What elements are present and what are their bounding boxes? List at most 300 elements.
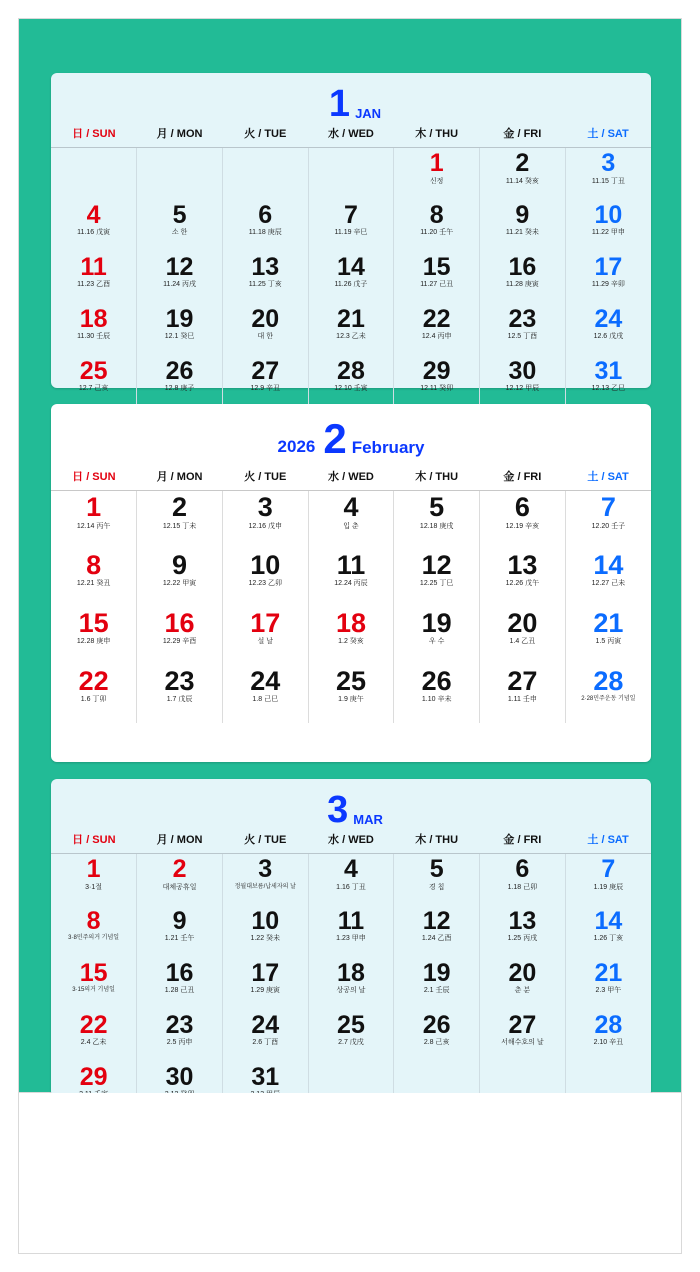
calendar-week-row [51,491,651,549]
weekday-header-wed: 水 / WED [308,466,394,491]
day-subtext: 경 칩 [428,883,445,891]
calendar-day-cell[interactable] [565,252,651,304]
day-subtext: 1.25 丙戌 [507,935,538,942]
calendar-day-cell[interactable] [51,958,137,1010]
calendar-day-cell[interactable] [565,200,651,252]
calendar-day-cell[interactable] [137,200,223,252]
day-subtext: 12.14 丙午 [76,522,111,530]
calendar-day-cell[interactable] [222,304,308,356]
day-subtext: 1.16 丁丑 [336,883,366,891]
year-label-march [319,826,327,829]
day-number: 9 [172,549,188,580]
day-number: 15 [79,958,108,987]
day-number: 10 [594,200,623,229]
day-number: 7 [344,200,358,229]
calendar-day-cell[interactable] [308,854,394,906]
calendar-day-cell[interactable] [480,491,566,549]
weekday-header-thu: 木 / THU [394,829,480,854]
calendar-day-cell[interactable] [137,252,223,304]
calendar-day-cell[interactable] [565,148,651,200]
calendar-day-cell[interactable] [51,1010,137,1062]
calendar-day-cell[interactable] [394,665,480,723]
calendar-day-cell[interactable] [480,607,566,665]
calendar-day-cell[interactable] [137,607,223,665]
calendar-week-row [51,549,651,607]
calendar-day-cell[interactable] [137,665,223,723]
day-number: 22 [78,665,109,696]
day-subtext: 12.8 庚子 [164,385,195,392]
day-subtext: 12.5 丁酉 [507,333,538,340]
day-number: 20 [508,958,537,987]
day-subtext: 11.24 丙戌 [163,281,197,288]
calendar-day-cell[interactable] [308,1010,394,1062]
calendar-day-cell[interactable] [394,1010,480,1062]
day-number: 22 [422,304,451,333]
weekday-header-wed: 水 / WED [308,123,394,148]
calendar-day-cell[interactable] [222,252,308,304]
day-number: 3 [601,149,616,177]
day-subtext: 설 날 [257,638,273,646]
calendar-day-cell[interactable] [222,549,308,607]
calendar-day-cell[interactable] [51,200,137,252]
calendar-day-cell[interactable] [308,665,394,723]
day-number: 30 [508,356,537,385]
weekday-header-fri: 金 / FRI [480,123,566,148]
day-number: 25 [335,665,366,696]
calendar-body-january [51,148,651,408]
day-number: 8 [86,549,102,580]
calendar-week-row [51,906,651,958]
day-subtext: 12.12 甲辰 [505,385,540,392]
day-subtext: 12.28 庚申 [76,638,111,646]
day-subtext: 정월대보름/납세자의 날 [234,883,296,890]
calendar-day-cell[interactable] [480,200,566,252]
weekday-header-sun: 日 / SUN [51,466,137,491]
day-number: 15 [422,252,451,281]
month-number-january: 1 [328,83,351,125]
day-number: 16 [508,252,537,281]
day-number: 30 [165,1062,194,1091]
calendar-day-cell[interactable] [222,356,308,408]
calendar-day-cell[interactable] [565,549,651,607]
day-subtext: 11.29 辛卯 [591,281,625,288]
calendar-day-cell[interactable] [308,200,394,252]
day-subtext: 12.1 癸巳 [164,333,195,340]
weekday-header-tue: 火 / TUE [222,829,308,854]
calendar-day-cell[interactable] [222,958,308,1010]
calendar-day-cell[interactable] [565,356,651,408]
day-subtext: 12.13 乙巳 [591,385,626,392]
calendar-day-cell[interactable] [308,607,394,665]
day-number: 31 [251,1062,280,1091]
calendar-day-cell[interactable] [480,148,566,200]
calendar-day-cell[interactable] [222,200,308,252]
month-header-march [51,779,651,829]
calendar-day-cell[interactable] [565,491,651,549]
day-number: 29 [79,1062,108,1091]
day-subtext: 12.11 癸卯 [420,385,454,392]
day-subtext: 12.20 壬子 [591,522,626,530]
calendar-day-cell[interactable] [480,252,566,304]
calendar-day-cell[interactable] [480,549,566,607]
weekday-header-fri: 金 / FRI [480,829,566,854]
weekday-header-mon: 月 / MON [137,829,223,854]
calendar-body-february [51,491,651,723]
day-number: 1 [86,855,101,883]
day-subtext: 1.26 丁亥 [593,935,624,942]
day-subtext: 11.26 戊子 [334,281,368,288]
day-subtext: 12.18 庚戌 [419,522,454,530]
calendar-day-cell[interactable] [565,906,651,958]
month-panel-february [51,404,651,762]
day-number: 20 [251,304,280,333]
day-number: 17 [594,252,623,281]
calendar-day-cell[interactable] [51,854,137,906]
day-subtext: 3·1절 [85,883,103,891]
day-subtext: 11.18 庚辰 [248,229,282,236]
calendar-day-cell[interactable] [308,304,394,356]
day-number: 12 [165,252,194,281]
day-subtext: 12.26 戊午 [505,580,540,588]
day-subtext: 11.23 乙酉 [77,281,111,288]
day-subtext: 1.19 庚辰 [593,883,624,891]
day-subtext: 12.25 丁巳 [419,580,454,588]
day-number: 26 [421,665,452,696]
calendar-day-cell[interactable] [222,1010,308,1062]
calendar-week-row [51,665,651,723]
day-number: 21 [593,607,624,638]
calendar-day-cell[interactable] [51,252,137,304]
day-number: 5 [429,855,444,883]
day-number: 17 [250,607,281,638]
calendar-day-cell[interactable] [137,356,223,408]
calendar-day-cell[interactable] [51,665,137,723]
calendar-day-cell[interactable] [222,906,308,958]
weekday-header-tue: 火 / TUE [222,123,308,148]
calendar-day-cell[interactable] [480,356,566,408]
calendar-day-cell[interactable] [394,607,480,665]
day-number: 4 [343,492,359,522]
weekday-header-mon: 月 / MON [137,466,223,491]
day-subtext: 대체공휴일 [162,883,197,891]
weekday-header-wed: 水 / WED [308,829,394,854]
day-number: 2 [172,855,187,883]
calendar-day-cell[interactable] [222,607,308,665]
day-subtext: 11.15 丁丑 [591,177,625,185]
calendar-board [18,18,682,1093]
day-number: 24 [251,1010,280,1039]
calendar-week-row [51,607,651,665]
calendar-week-row [51,1010,651,1062]
day-number: 28 [593,665,624,696]
day-subtext: 12.3 乙未 [336,333,366,340]
day-subtext: 1.29 庚寅 [250,987,281,994]
day-number: 5 [429,492,445,522]
day-number: 16 [165,958,194,987]
calendar-day-cell[interactable] [394,906,480,958]
month-name-february: February [351,438,425,457]
day-subtext: 12.7 己亥 [78,385,109,392]
day-number: 4 [344,855,358,883]
day-subtext: 1.8 己巳 [252,696,279,704]
calendar-day-cell[interactable] [480,958,566,1010]
day-subtext: 12.29 辛酉 [162,638,197,646]
day-number: 11 [80,252,107,281]
month-header-january [51,73,651,123]
day-subtext: 12.23 乙卯 [248,580,282,588]
day-subtext: 12.9 辛丑 [250,385,281,392]
day-number: 13 [507,549,538,580]
day-number: 29 [422,356,451,385]
day-number: 25 [79,356,108,385]
day-number: 31 [594,356,623,385]
day-number: 12 [422,906,451,935]
day-subtext: 1.21 壬午 [164,935,195,942]
calendar-day-cell[interactable] [394,252,480,304]
calendar-day-cell[interactable] [480,304,566,356]
day-number: 9 [515,200,530,229]
calendar-table-march [51,829,651,1114]
day-subtext: 12.10 壬寅 [334,385,368,392]
day-subtext: 11.25 丁亥 [248,281,282,288]
month-header-february [51,404,651,466]
day-subtext: 11.14 癸亥 [505,177,539,185]
day-number: 25 [337,1010,365,1039]
day-number: 20 [507,607,538,638]
day-subtext: 대 한 [257,333,273,340]
calendar-day-cell[interactable] [565,304,651,356]
weekday-header-thu: 木 / THU [394,123,480,148]
calendar-table-february [51,466,651,723]
calendar-day-cell[interactable] [394,958,480,1010]
day-number: 22 [79,1010,108,1039]
day-subtext: 1.22 癸未 [250,935,281,942]
day-number: 23 [165,1010,194,1039]
calendar-day-cell[interactable] [394,200,480,252]
day-number: 11 [337,906,365,935]
month-name-january: JAN [355,106,382,121]
day-subtext: 2.1 壬辰 [423,987,450,994]
calendar-day-cell[interactable] [308,549,394,607]
calendar-cell-empty [137,148,223,200]
calendar-cell-empty [51,148,137,200]
calendar-day-cell[interactable] [137,549,223,607]
weekday-header-row [51,829,651,854]
calendar-day-cell[interactable] [51,491,137,549]
day-number: 2 [172,492,188,522]
day-number: 3 [257,492,273,522]
weekday-header-row [51,123,651,148]
month-panel-january [51,73,651,392]
day-number: 1 [86,492,102,522]
day-number: 3 [258,855,273,883]
calendar-day-cell[interactable] [565,1010,651,1062]
day-subtext: 12.19 辛亥 [505,522,540,530]
month-number-february: 2 [323,415,347,462]
day-subtext: 3·8민주의거 기념일 [68,935,120,941]
calendar-day-cell[interactable] [480,665,566,723]
month-number-march: 3 [327,789,349,831]
day-subtext: 11.27 己丑 [420,281,454,288]
month-name-march: MAR [353,812,383,827]
day-number: 26 [422,1010,451,1039]
weekday-header-sun: 日 / SUN [51,829,137,854]
day-subtext: 12.4 丙申 [421,333,452,340]
calendar-day-cell[interactable] [308,252,394,304]
calendar-day-cell[interactable] [51,304,137,356]
day-subtext: 1.6 丁卯 [80,696,107,704]
day-subtext: 11.21 癸未 [505,229,539,236]
day-subtext: 11.22 甲申 [591,229,625,236]
day-number: 10 [250,549,281,580]
day-subtext: 춘 분 [514,987,531,994]
calendar-day-cell[interactable] [565,958,651,1010]
day-subtext: 12.16 戊申 [248,522,282,530]
day-subtext: 1.4 乙丑 [509,638,536,646]
year-label-february: 2026 [277,437,316,456]
calendar-week-row [51,356,651,408]
calendar-day-cell[interactable] [222,854,308,906]
day-subtext: 2.4 乙未 [80,1039,107,1046]
calendar-day-cell[interactable] [137,958,223,1010]
day-number: 11 [336,549,366,580]
day-number: 18 [335,607,366,638]
day-subtext: 1.24 乙酉 [421,935,452,942]
day-number: 6 [514,492,530,522]
calendar-day-cell[interactable] [565,665,651,723]
day-number: 8 [86,906,101,935]
calendar-day-cell[interactable] [51,906,137,958]
calendar-day-cell[interactable] [394,549,480,607]
calendar-day-cell[interactable] [308,958,394,1010]
day-number: 13 [508,906,537,935]
year-label-january [321,120,329,123]
calendar-day-cell[interactable] [308,356,394,408]
calendar-body-march [51,854,651,1114]
calendar-day-cell[interactable] [308,906,394,958]
day-number: 19 [421,607,452,638]
day-subtext: 12.22 甲寅 [162,580,197,588]
day-number: 14 [593,549,624,580]
day-subtext: 1.5 丙寅 [595,638,622,646]
day-number: 14 [594,906,623,935]
day-subtext: 12.15 丁未 [162,522,197,530]
day-number: 21 [337,304,365,333]
calendar-day-cell[interactable] [394,854,480,906]
day-number: 2 [515,149,530,177]
weekday-header-thu: 木 / THU [394,466,480,491]
day-subtext: 1.10 辛未 [421,696,452,704]
day-number: 28 [337,356,365,385]
day-subtext: 소 한 [171,229,188,236]
day-subtext: 1.11 壬申 [507,696,537,704]
day-subtext: 11.20 壬午 [420,229,454,236]
day-number: 24 [250,665,281,696]
day-subtext: 11.19 辛巳 [334,229,368,236]
day-subtext: 2·28민주운동 기념일 [581,696,636,703]
calendar-day-cell[interactable] [137,491,223,549]
calendar-day-cell[interactable] [137,854,223,906]
calendar-day-cell[interactable] [308,491,394,549]
day-subtext: 12.21 癸丑 [76,580,111,588]
day-subtext: 2.8 己亥 [423,1039,450,1046]
day-number: 12 [421,549,452,580]
calendar-week-row [51,200,651,252]
day-subtext: 1.28 己丑 [164,987,195,994]
day-subtext: 11.30 壬辰 [77,333,111,340]
calendar-day-cell[interactable] [222,491,308,549]
calendar-day-cell[interactable] [565,854,651,906]
calendar-day-cell[interactable] [137,304,223,356]
day-number: 28 [594,1010,623,1039]
calendar-week-row [51,304,651,356]
day-number: 23 [508,304,537,333]
day-subtext: 1.7 戊辰 [166,696,193,704]
day-number: 4 [86,200,101,229]
weekday-header-tue: 火 / TUE [222,466,308,491]
calendar-day-cell[interactable] [51,607,137,665]
weekday-header-sun: 日 / SUN [51,123,137,148]
day-subtext: 1.18 己卯 [507,883,538,891]
calendar-day-cell[interactable] [222,665,308,723]
calendar-day-cell[interactable] [394,356,480,408]
weekday-header-row [51,466,651,491]
calendar-table-january [51,123,651,408]
day-subtext: 11.28 庚寅 [505,281,539,288]
day-number: 26 [165,356,194,385]
weekday-header-fri: 金 / FRI [480,466,566,491]
day-number: 6 [515,855,530,883]
calendar-day-cell[interactable] [137,906,223,958]
day-subtext: 2.3 甲午 [595,987,622,994]
day-number: 19 [422,958,451,987]
calendar-week-row [51,958,651,1010]
calendar-week-row [51,148,651,200]
day-number: 21 [594,958,623,987]
day-subtext: 11.16 戊寅 [77,229,111,236]
calendar-day-cell[interactable] [394,491,480,549]
day-number: 18 [79,304,108,333]
calendar-cell-empty [308,148,394,200]
calendar-cell-empty [222,148,308,200]
day-subtext: 서해수호의 날 [501,1039,544,1046]
day-number: 27 [507,665,538,696]
month-panel-march [51,779,651,1097]
day-subtext: 우 수 [428,638,445,646]
calendar-day-cell[interactable] [394,148,480,200]
calendar-day-cell[interactable] [480,906,566,958]
day-subtext: 2.6 丁酉 [252,1039,279,1046]
weekday-header-sat: 土 / SAT [565,123,651,148]
day-number: 10 [251,906,280,935]
day-subtext: 1.2 癸亥 [338,638,364,646]
day-subtext: 2.5 丙申 [166,1039,193,1046]
calendar-day-cell[interactable] [51,356,137,408]
calendar-day-cell[interactable] [565,607,651,665]
day-number: 23 [164,665,195,696]
day-number: 19 [165,304,194,333]
calendar-day-cell[interactable] [394,304,480,356]
day-number: 7 [600,492,616,522]
day-number: 14 [337,252,365,281]
memo-area [18,1093,682,1254]
calendar-day-cell[interactable] [137,1010,223,1062]
calendar-day-cell[interactable] [480,1010,566,1062]
calendar-day-cell[interactable] [51,549,137,607]
calendar-day-cell[interactable] [480,854,566,906]
day-number: 9 [172,906,187,935]
day-subtext: 12.24 丙辰 [334,580,368,588]
